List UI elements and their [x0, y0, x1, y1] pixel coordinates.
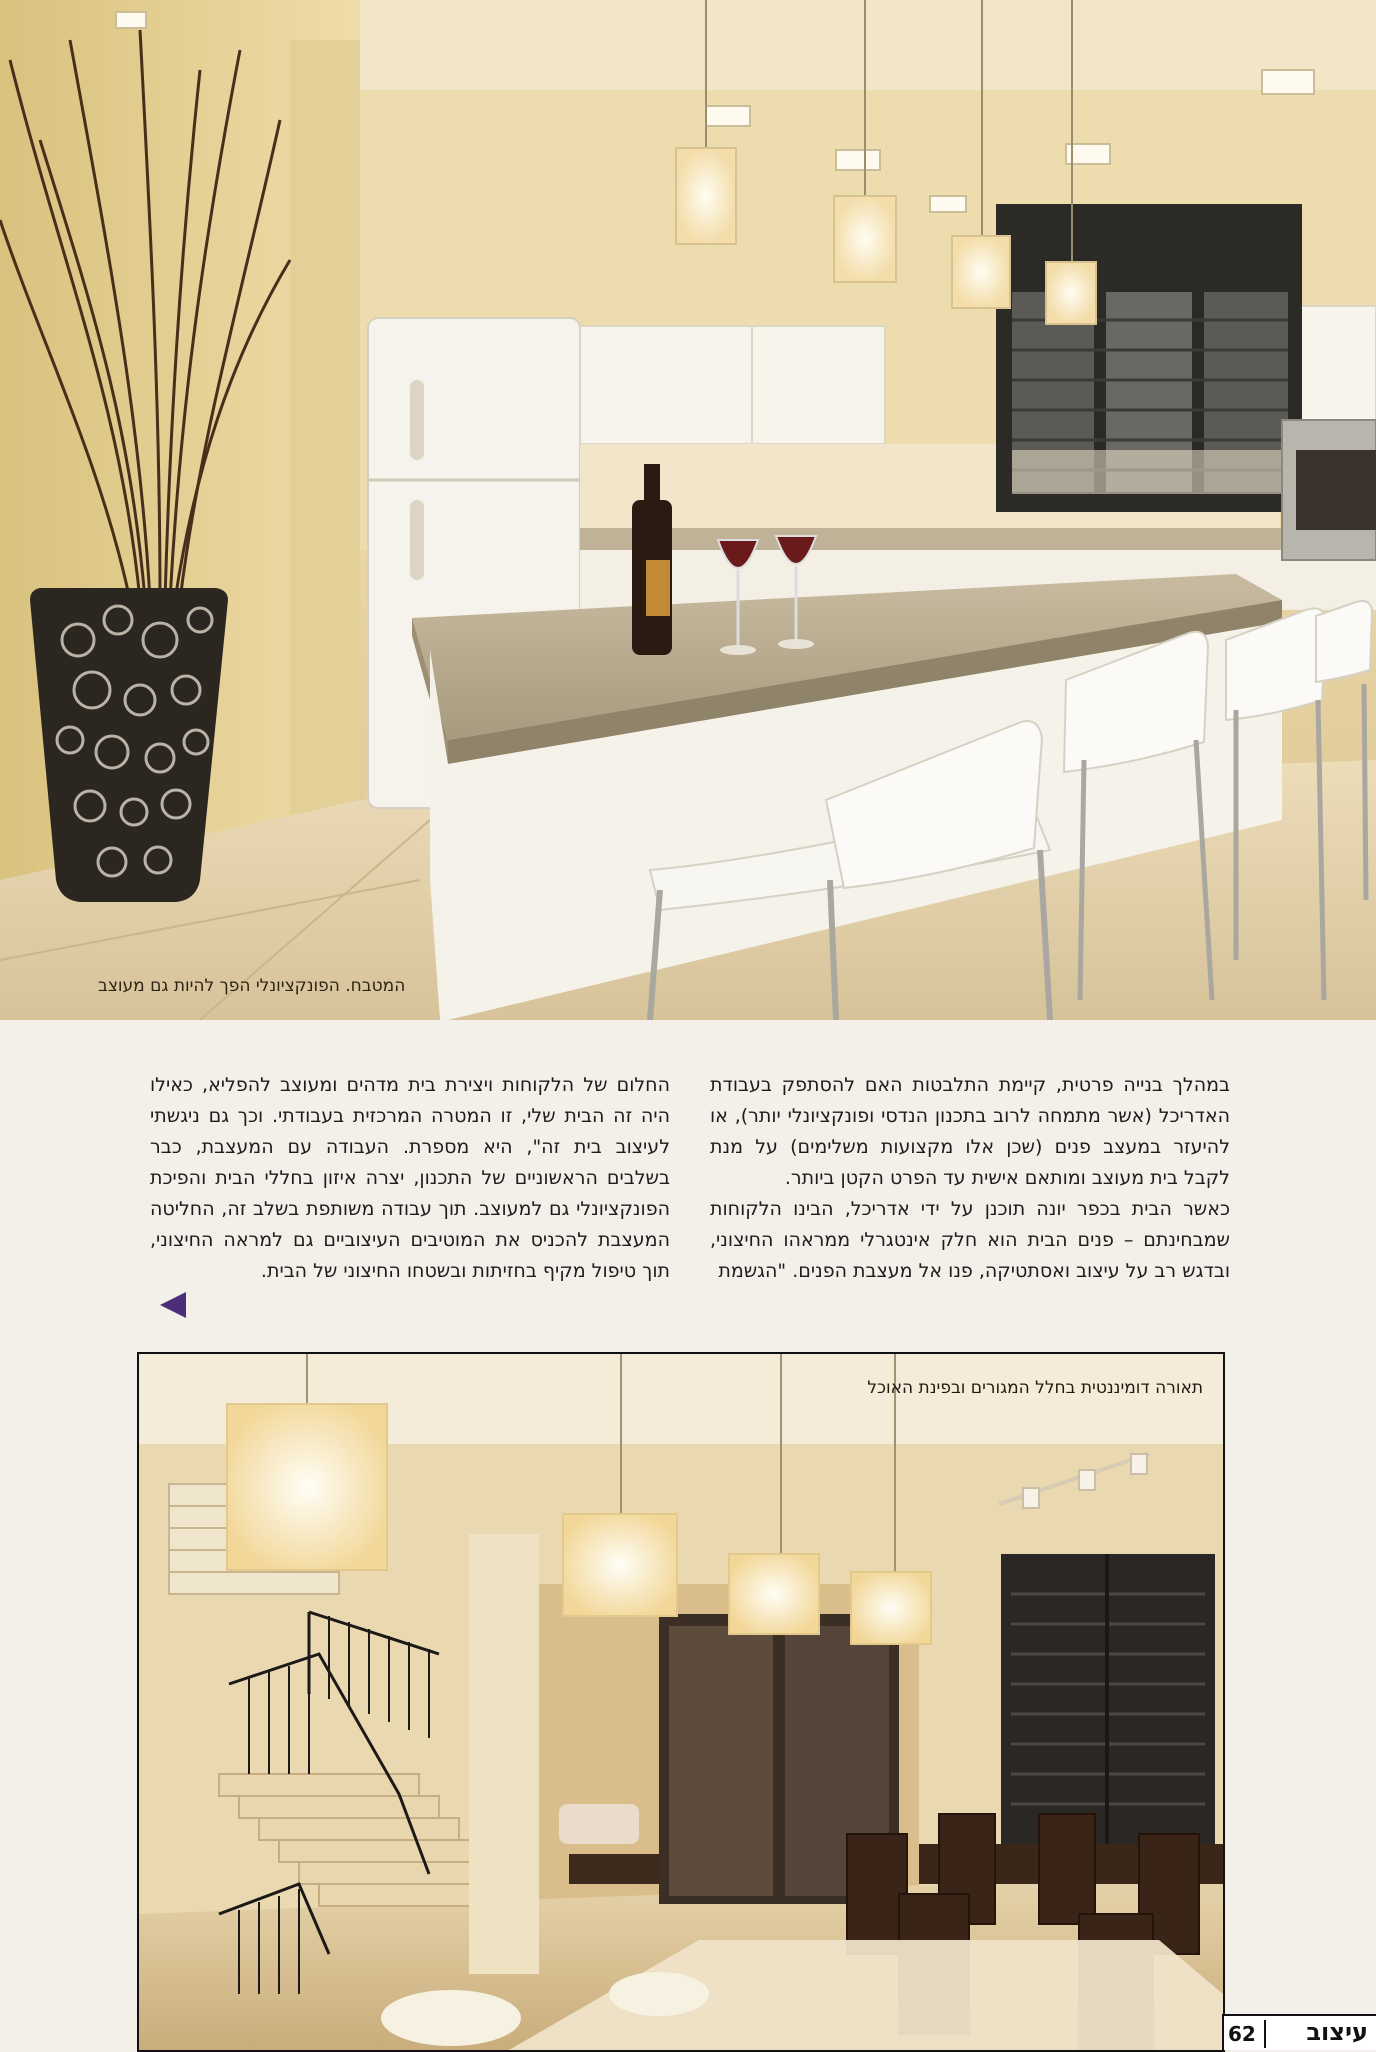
living-dining-photo-caption: תאורה דומיננטית בחלל המגורים ובפינת האוכל	[867, 1378, 1203, 1398]
living-dining-illustration	[139, 1354, 1223, 2050]
page-number: 62	[1228, 2022, 1256, 2046]
article-body	[150, 1070, 1230, 1330]
kitchen-photo-caption: המטבח. הפונקציונלי הפך להיות גם מעוצב	[98, 976, 406, 996]
kitchen-photo	[0, 0, 1376, 1020]
folio-title: עיצוב	[1306, 2018, 1368, 2046]
folio-divider	[1264, 2020, 1266, 2048]
continue-arrow-icon	[160, 1292, 186, 1318]
page-footer	[1222, 2014, 1376, 2050]
article-column-left	[150, 1070, 670, 1287]
article-paragraph: כאשר הבית בכפר יונה תוכנן על ידי אדריכל, הבינו הלקוחות שמבחינתם – פנים הבית הוא חלק אינטגרלי ממראהו החיצוני, ובדגש רב על עיצוב ואסתטיקה, פנו אל מעצבת הפנים. "הגשמת	[710, 1198, 1230, 1282]
living-dining-photo	[137, 1352, 1225, 2052]
article-paragraph: במהלך בנייה פרטית, קיימת התלבטות האם להסתפק בעבודת האדריכל (אשר מתמחה לרוב בתכנון הנדסי ופונקציונלי יותר), או להיעזר במעצב פנים (שכן אלו מקצועות משלימים) על מנת לקבל בית מעוצב ומותאם אישית עד הפרט הקטן ביותר.	[710, 1074, 1230, 1189]
kitchen-illustration	[0, 0, 1376, 1020]
article-paragraph: החלום של הלקוחות ויצירת בית מדהים ומעוצב להפליא, כאילו היה זה הבית שלי, זו המטרה המרכזית בעבודתי. וכך גם ניגשתי לעיצוב בית זה", היא מספרת. העבודה עם המעצבת, כבר בשלבים הראשוניים של התכנון, יצרה איזון בחללי הבית והפיכת הפונקציונלי גם למעוצב. תוך עבודה משותפת בשלב זה, החליטה המעצבת להכניס את המוטיבים העיצוביים גם למראה החיצוני, תוך טיפול מקיף בחזיתות ובשטחו החיצוני של הבית.	[150, 1074, 670, 1282]
article-column-right	[710, 1070, 1230, 1287]
